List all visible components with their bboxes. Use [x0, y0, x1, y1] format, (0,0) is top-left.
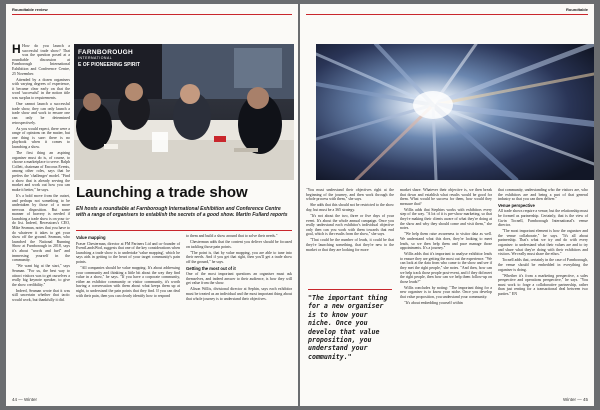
column-4 — [306, 188, 394, 254]
right-page — [300, 4, 594, 406]
subheading: Venue perspective — [498, 202, 535, 208]
article-title: Launching a trade show — [76, 184, 248, 201]
paragraph: H How do you launch a successful trade show? That was the question posed at a roundtable discussion at Farnborough International Exhibition and Conference Centre, 25 November. — [12, 42, 70, 76]
column-5 — [400, 188, 492, 307]
paragraph: "We want big at the start," says Seaman. "For us, the best way to attract visitors was to get ourselves a really big keynote speaker, to give the show credibility." — [12, 264, 70, 287]
column-1 — [12, 44, 70, 304]
paragraph: All trade shows require a venue, but the relationship must be formed as partnership. Certainly, that is the view of Gwin Tocnell, Farnborough International's venue director. — [498, 209, 588, 228]
title-rule — [76, 230, 292, 231]
sign-line-1: FARNBOROUGH — [78, 49, 133, 56]
paragraph: Willis adds that it's important to analyse exhibitor leads to ensure they are getting the most out the experience. "We can look at the data from who came to the show and see if they met the right people," she notes. "And then, how can we help track those people post-event, and if they did meet the right people, then how can we help them follow-up on those leads?" — [400, 252, 492, 284]
paragraph: Willis concludes by noting: "The important thing for a new organiser is to know your niche. Once you develop that value proposition, you understand your community. — [400, 285, 492, 300]
paragraph: "Whether it's from a marketing perspective, a sales perspective and operations perspective," he says. "You must work to forge a collaborative partnership, rather than just renting for a transactional deal between two parties." EN — [498, 273, 588, 296]
paragraph: "That could be the number of leads, it could be that they're launching something, that they're new to the market or that they are looking for more — [306, 238, 394, 252]
header-rule — [12, 14, 292, 15]
paragraph: It's a bold move from the outset, and perhaps not something to be undertaken by those of a more nervous disposition. But some manner of bravery is needed if launching a trade show is on your to-do list. Indeed, Recessions's CEO, Mike Seaman, notes that you have to do whatever it takes to get your show off the ground. Seaman, who launched the National Running Show at Farnborough in 2018, says it's about "words and fuel" and immersing yourself in the community. — [12, 193, 70, 263]
subheading: Getting the most out of it — [186, 265, 236, 271]
farnborough-sign — [78, 49, 140, 68]
paragraph: The first thing an aspiring organiser must do is, of course, to choose a marketplace to serve. Ralph Collett, chairman of Encorus Events, among other roles, says that he prefers the 'challenger' model. "Find a show that is already serving the market and work out how you can make it better," he says. — [12, 151, 70, 192]
paragraph: "The most important element is how the organiser and the venue collaborate," he says. "It's all about partnership. That's what we try and do with every organiser: to understand what their values are and to try and share what they're doing with their exhibitors and visitors. We really must share the ethos." — [498, 229, 588, 257]
paragraph: market share. Whatever their objective is, we then break that down and establish what results would be good for them. What would be success for them, how would they measure that? — [400, 188, 492, 206]
column-2 — [76, 234, 180, 300]
subheading: Value mapping — [76, 235, 106, 240]
page-footer-left: 44 — Winter — [12, 397, 38, 402]
paragraph: "You must understand their objectives right at the beginning of the journey, and then work through the whole process with them," she says. — [306, 188, 394, 202]
section-header: Roundtable review — [12, 7, 48, 12]
paragraph: "The point is, that by value mapping, you are able to tune into their needs. And if you get that right, then you'll get a trade show off the ground," he says. — [186, 250, 292, 264]
quote-rule-top — [308, 289, 392, 290]
left-page — [6, 4, 298, 406]
sign-line-2: INTERNATIONAL — [78, 56, 113, 60]
paragraph: Alison Willis, divisional director at Sephin, says each exhibitor must be treated as an individual and the most important thing about that whole journey is to understand their objectives. — [186, 287, 292, 301]
section-header: Roundtable — [566, 7, 588, 12]
paragraph: She adds that this should not be restricted to the show day, but must be a 365 strategy. — [306, 203, 394, 212]
sign-line-3: E OF PIONEERING SPIRIT — [78, 62, 140, 68]
pull-quote: "The important thing for a new organiser is to know your niche. Once you develop that value proposition, you understand your community." — [308, 294, 388, 361]
paragraph: Willis adds that Stephins works with exhibitors every step of the way. "A lot of it is pre-show marketing, so that they're making their clients aware of what they're doing at the show and why they should come and visit them," she notes. — [400, 207, 492, 231]
paragraph: "It's not about the two, three or five days of your event. It's about the whole annual campaign. Once you really understand each exhibitor's individual objective only then can you work with them towards that end goal, which is the results from the show," she says. — [306, 213, 394, 237]
drop-cap: H — [12, 42, 21, 56]
paragraph: "We help them raise awareness to visitor data as well. We understand what this does, they're looking to meet leads, so we then help them and pace manage those appointments. It's a journey." — [400, 232, 492, 251]
paragraph: Fraser Chesterman, director at FM Partners Ltd and co-founder of EventLandsWod, suggests that one of the key considerations when launching a trade show is to undertake 'value mapping', which he says aids in getting to the heart of your target community's pain points. — [76, 241, 180, 264]
page-footer-right: Winter — 45 — [562, 397, 588, 402]
paragraph: As you would expect, there were a range of opinions on the matter, but one thing is sure: there is no playbook when it comes to launching a show. — [12, 126, 70, 149]
paragraph: "It's about embedding yourself within — [404, 301, 463, 306]
paragraph: Tocnell adds that, certainly in the case of Farnborough, the venue should be embedded in everything the organiser is doing. — [498, 258, 588, 272]
column-3 — [186, 234, 292, 303]
paragraph: Chesterman adds that the content you deliver should be focused on tackling those pain points. — [186, 240, 292, 249]
motion-blur-photo — [316, 44, 594, 180]
paragraph: "All companies should be value mapping. It's about addressing your community and thinking a little bit about the way they find value in a show," he says. "If you have a corporate community, either an exhibitor community or visitor community, it's worth having a conversation with them about what keeps them up at night, to understand the pain points that they find. If you can deal with their pain, then you can clearly identify how to respond — [76, 266, 180, 298]
standfirst: EN hosts a roundtable at Farnborough International Exhibition and Conference Centre with a range of organisers to establish the secrets of a good show. Martin Fullard reports — [76, 206, 288, 218]
paragraph: Indeed, Seaman wrote that it was still uncertain whether that tactic would work, but thankfully it did. — [12, 288, 70, 302]
paragraph: to them and build a show around that to solve their needs." — [186, 234, 278, 238]
paragraph: that community, understanding who the visitors are, who the exhibitors are and being a part of that general industry so that you can then deliver." — [498, 188, 588, 202]
column-6 — [498, 188, 588, 298]
header-rule — [306, 14, 588, 15]
paragraph: One of the most important questions an organiser must ask themselves, and indeed answer to their audience, is how they will get value from the show. — [186, 272, 292, 286]
paragraph: Attended by a dozen organisers with varying degrees of experience, it became clear early on that the word 'successful' in the notion title was surplus to requirements. — [12, 77, 70, 101]
paragraph: One cannot launch a successful trade show, they can only launch a trade show and work to ensure one can only be determined retrospectively. — [12, 102, 70, 125]
roundtable-photo — [74, 44, 294, 180]
